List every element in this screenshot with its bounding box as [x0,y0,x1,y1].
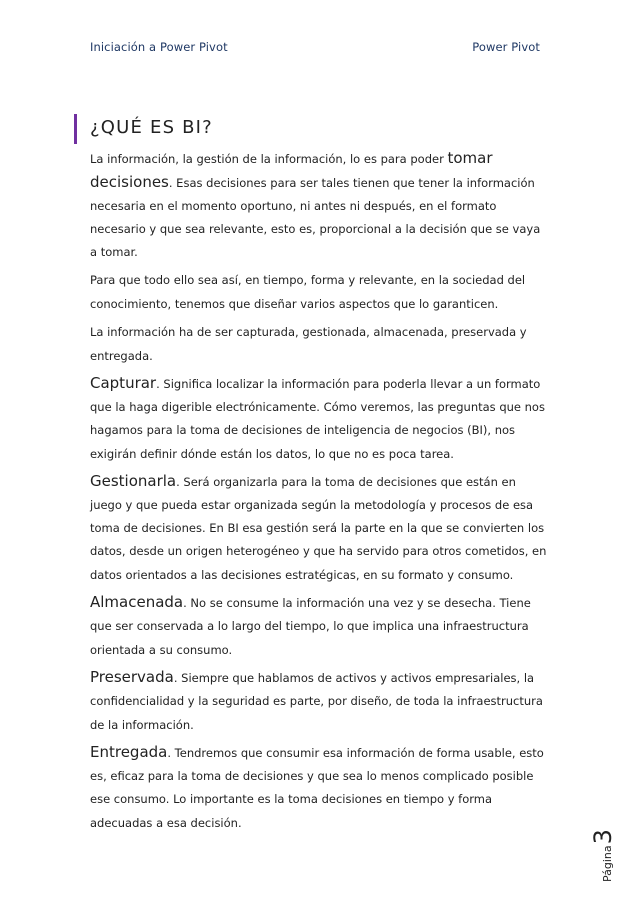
page-number-block [589,829,617,882]
paragraph-text: . Tendremos que consumir esa información de forma usable, esto es, eficaz para la toma de decisiones y que sea lo menos complicado posible ese consumo. Lo importante es la toma decisiones en tiempo y forma adecuadas a esa decisión. [90,746,544,830]
page-number: 3 [589,829,617,845]
paragraph [90,147,550,264]
paragraph-text: . No se consume la información una vez y se desecha. Tiene que ser conservada a lo largo del tiempo, lo que implica una infraestructura orientada a su consumo. [90,596,531,657]
paragraph-lead: Entregada [90,743,168,761]
paragraph [90,268,550,316]
paragraph-lead: Almacenada [90,593,184,611]
paragraph-text: La información ha de ser capturada, gestionada, almacenada, preservada y entregada. [90,325,527,363]
paragraph-emphasis: tomar decisiones [90,149,493,191]
paragraph [90,372,550,466]
paragraph [90,470,550,587]
paragraph-text: Para que todo ello sea así, en tiempo, forma y relevante, en la sociedad del conocimiento, tenemos que diseñar varios aspectos que lo garanticen. [90,273,526,311]
paragraph-text: . Siempre que hablamos de activos y activos empresariales, la confidencialidad y la seguridad es parte, por diseño, de toda la infraestructura de la información. [90,671,543,732]
paragraph-lead: Gestionarla [90,472,177,490]
paragraph [90,741,550,835]
page-footer [585,812,615,882]
paragraph [90,320,550,368]
paragraph [90,591,550,662]
paragraph-lead: Preservada [90,668,174,686]
paragraph-lead: Capturar [90,374,157,392]
paragraph-text: . Será organizarla para la toma de decisiones que están en juego y que pueda estar organizada según la metodología y procesos de esa toma de decisiones. En BI esa gestión será la parte en la que se convierten los datos, desde un origen heterogéneo y que ha servido para otros cometidos, en datos orientados a las decisiones estratégicas, en su formato y consumo. [90,475,547,582]
section-heading: ¿QUÉ ES BI? [90,117,213,138]
page-header [90,40,540,60]
paragraph-text: . Significa localizar la información para poderla llevar a un formato que la haga digerible electrónicamente. Cómo veremos, las preguntas que nos hagamos para la toma de decisiones de inteligencia de negocios (BI), nos exigirán definir dónde están los datos, lo que no es poca tarea. [90,377,545,461]
heading-accent-bar [74,114,77,144]
body-content [90,147,550,839]
paragraph [90,666,550,737]
header-left-title: Iniciación a Power Pivot [90,40,228,54]
page-label: Página [601,845,614,882]
paragraph-text: La información, la gestión de la información, lo es para poder [90,152,448,166]
header-right-title: Power Pivot [472,40,540,54]
paragraph-text-end: . Esas decisiones para ser tales tienen que tener la información necesaria en el momento oportuno, ni antes ni después, en el formato necesario y que sea relevante, esto es, proporcional a la decisión que se vaya a tomar. [90,176,541,259]
